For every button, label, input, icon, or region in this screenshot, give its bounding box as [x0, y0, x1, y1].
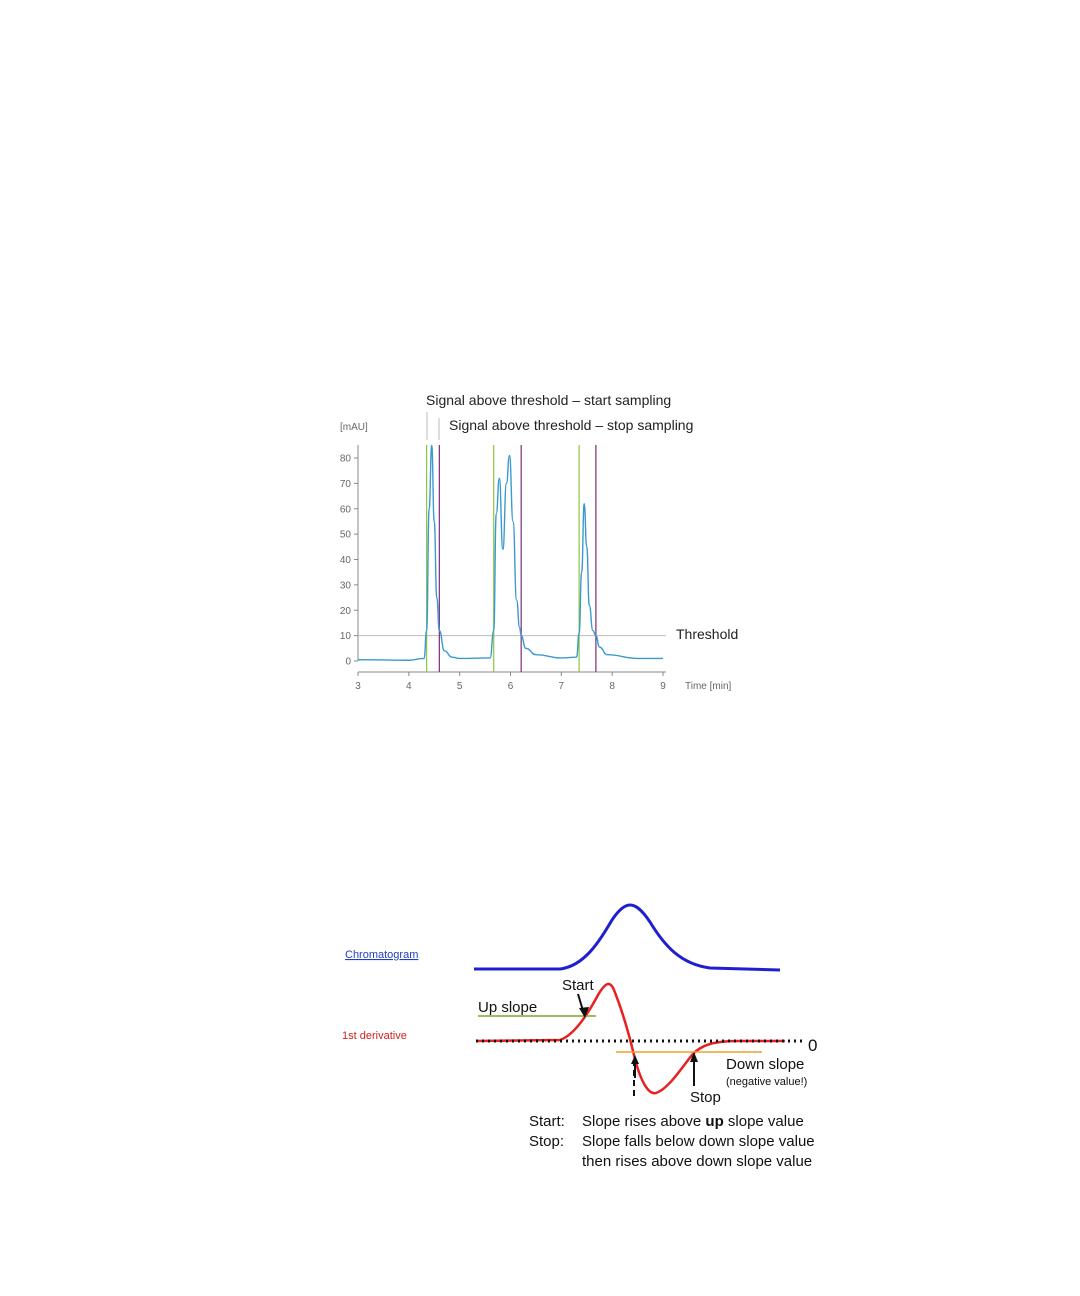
- y-axis-label: [mAU]: [340, 422, 368, 433]
- zero-label: 0: [808, 1036, 818, 1055]
- legend-stop-desc-2: then rises above down slope value: [582, 1153, 813, 1170]
- negative-value-note: (negative value!): [726, 1076, 808, 1088]
- legend-start-bold: up: [705, 1113, 724, 1130]
- stop-arrowhead-left: [631, 1055, 639, 1064]
- legend-start-key: Start:: [529, 1113, 565, 1130]
- legend-start-prefix: Slope rises above: [582, 1113, 706, 1130]
- y-tick-label: 40: [339, 555, 351, 566]
- x-tick-label: 7: [558, 681, 565, 692]
- y-tick-label: 70: [339, 478, 351, 490]
- y-tick-label: 20: [339, 605, 351, 617]
- chromatogram-curve: [474, 905, 780, 970]
- start-label: Start: [562, 977, 594, 994]
- legend-start-suffix: slope value: [723, 1113, 804, 1130]
- y-tick-label: 10: [339, 631, 351, 643]
- annotation-start-sampling: Signal above threshold – start sampling: [426, 392, 672, 408]
- x-tick-label: 4: [406, 681, 412, 692]
- x-tick-label: 6: [507, 681, 514, 692]
- threshold-label: Threshold: [676, 626, 739, 642]
- x-tick-label: 3: [355, 681, 361, 692]
- derivative-label: 1st derivative: [342, 1030, 407, 1042]
- y-tick-label: 50: [339, 529, 351, 541]
- y-tick-label: 30: [339, 580, 351, 592]
- y-tick-label: 0: [345, 656, 351, 668]
- y-tick-label: 80: [339, 453, 351, 465]
- legend-stop-desc-1: Slope falls below down slope value: [582, 1133, 815, 1150]
- x-tick-label: 9: [660, 681, 666, 692]
- legend-stop-key: Stop:: [529, 1133, 565, 1150]
- legend-start-desc: [582, 1113, 804, 1130]
- x-tick-label: 5: [456, 681, 463, 692]
- annotation-stop-sampling: Signal above threshold – stop sampling: [449, 417, 694, 433]
- chromatogram-label: Chromatogram: [345, 949, 419, 961]
- y-tick-label: 60: [339, 504, 351, 516]
- up-slope-label: Up slope: [478, 999, 538, 1016]
- down-slope-label: Down slope: [726, 1056, 805, 1073]
- x-axis-label: Time [min]: [685, 681, 732, 692]
- x-tick-label: 8: [609, 681, 615, 692]
- stop-label: Stop: [690, 1089, 721, 1106]
